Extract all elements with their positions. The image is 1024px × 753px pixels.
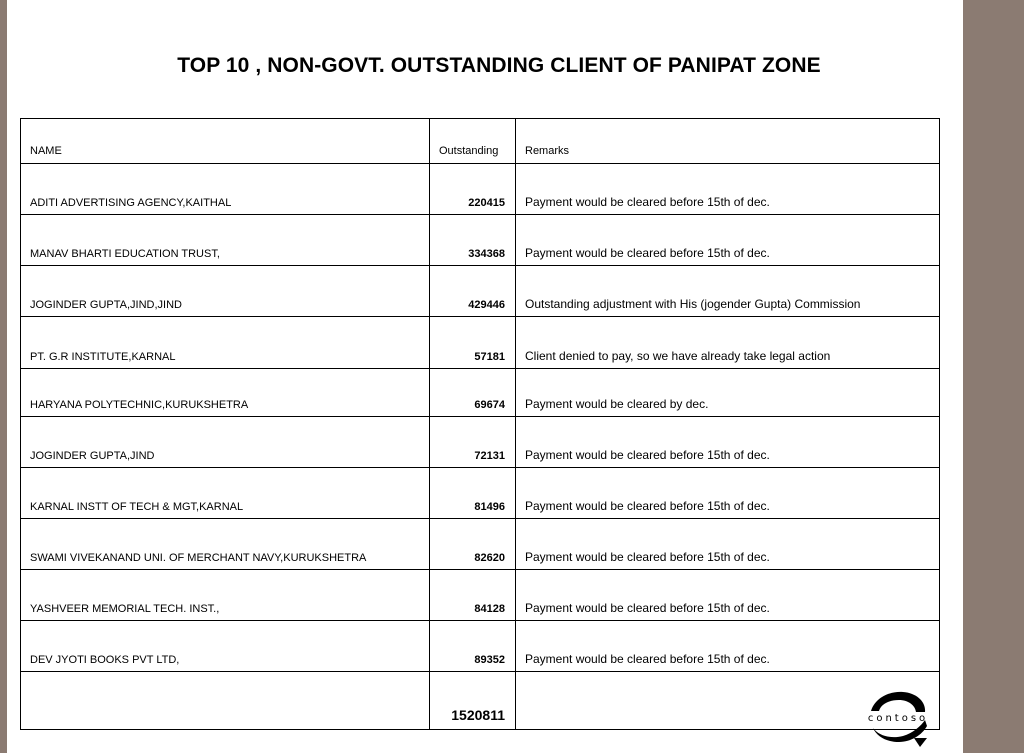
row-name: MANAV BHARTI EDUCATION TRUST, <box>21 215 430 266</box>
table-total-row <box>21 672 940 730</box>
page-title: TOP 10 , NON-GOVT. OUTSTANDING CLIENT OF PANIPAT ZONE <box>177 54 821 77</box>
row-remarks: Payment would be cleared before 15th of dec. <box>516 621 940 672</box>
row-remarks: Payment would be cleared before 15th of dec. <box>516 164 940 215</box>
row-outstanding: 89352 <box>430 621 516 672</box>
header-remarks: Remarks <box>516 119 940 164</box>
row-name: SWAMI VIVEKANAND UNI. OF MERCHANT NAVY,KURUKSHETRA <box>21 519 430 570</box>
table-row <box>21 519 940 570</box>
table-header-row <box>21 119 940 164</box>
row-name: PT. G.R INSTITUTE,KARNAL <box>21 317 430 369</box>
row-name: JOGINDER GUPTA,JIND,JIND <box>21 266 430 317</box>
row-remarks: Payment would be cleared before 15th of dec. <box>516 570 940 621</box>
row-outstanding: 72131 <box>430 417 516 468</box>
row-remarks: Payment would be cleared before 15th of dec. <box>516 468 940 519</box>
row-name: ADITI ADVERTISING AGENCY,KAITHAL <box>21 164 430 215</box>
row-name: YASHVEER MEMORIAL TECH. INST., <box>21 570 430 621</box>
table-row <box>21 317 940 369</box>
table-row <box>21 621 940 672</box>
header-outstanding: Outstanding <box>430 119 516 164</box>
table-row <box>21 215 940 266</box>
total-outstanding: 1520811 <box>430 672 516 730</box>
table-row <box>21 570 940 621</box>
row-outstanding: 334368 <box>430 215 516 266</box>
row-name: JOGINDER GUPTA,JIND <box>21 417 430 468</box>
table-row <box>21 468 940 519</box>
row-outstanding: 220415 <box>430 164 516 215</box>
row-remarks: Outstanding adjustment with His (jogender Gupta) Commission <box>516 266 940 317</box>
row-remarks: Payment would be cleared before 15th of dec. <box>516 519 940 570</box>
table-row <box>21 164 940 215</box>
outstanding-clients-table <box>20 118 940 730</box>
left-frame-strip <box>0 0 7 753</box>
row-outstanding: 57181 <box>430 317 516 369</box>
row-name: KARNAL INSTT OF TECH & MGT,KARNAL <box>21 468 430 519</box>
header-name: NAME <box>21 119 430 164</box>
contoso-wordmark: contoso <box>867 713 929 724</box>
row-outstanding: 81496 <box>430 468 516 519</box>
table-row <box>21 266 940 317</box>
row-outstanding: 69674 <box>430 369 516 417</box>
row-remarks: Payment would be cleared before 15th of dec. <box>516 417 940 468</box>
row-outstanding: 82620 <box>430 519 516 570</box>
row-outstanding: 84128 <box>430 570 516 621</box>
row-name: HARYANA POLYTECHNIC,KURUKSHETRA <box>21 369 430 417</box>
row-remarks: Client denied to pay, so we have already take legal action <box>516 317 940 369</box>
row-outstanding: 429446 <box>430 266 516 317</box>
slide <box>7 0 963 753</box>
contoso-logo <box>855 690 941 748</box>
row-name: DEV JYOTI BOOKS PVT LTD, <box>21 621 430 672</box>
total-label-cell <box>21 672 430 730</box>
table-row <box>21 369 940 417</box>
table-row <box>21 417 940 468</box>
row-remarks: Payment would be cleared by dec. <box>516 369 940 417</box>
row-remarks: Payment would be cleared before 15th of dec. <box>516 215 940 266</box>
